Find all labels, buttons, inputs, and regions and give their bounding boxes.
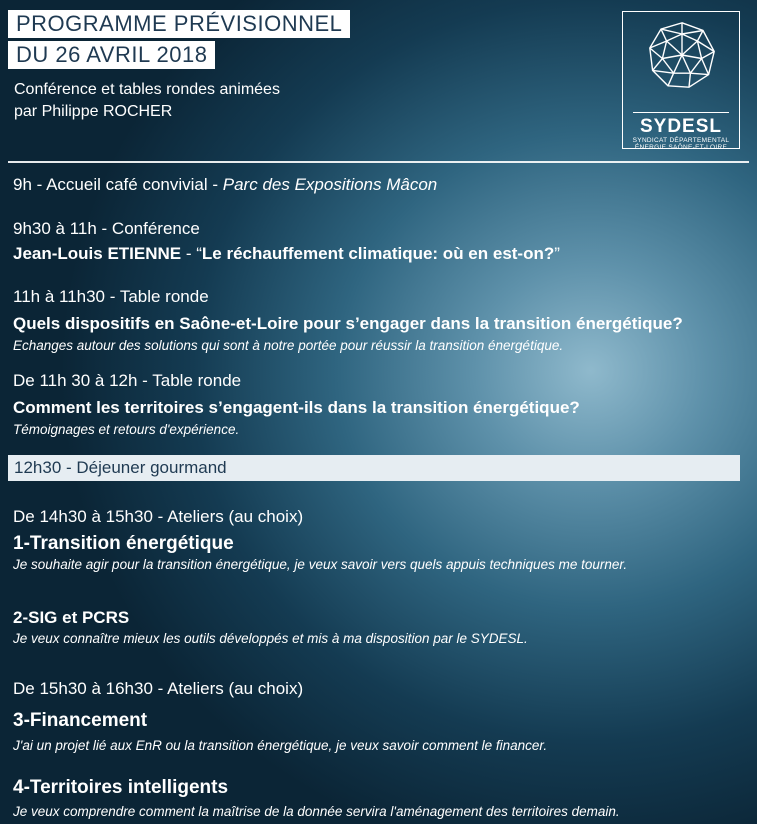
conference-separator: - “: [181, 244, 202, 263]
workshops2-time: De 15h30 à 16h30 - Ateliers (au choix): [13, 679, 304, 698]
header-divider: [8, 161, 749, 163]
workshop3-title: 3-Financement: [13, 710, 148, 731]
geodesic-sphere-icon: [647, 20, 717, 90]
conference-row: [13, 243, 560, 265]
workshop4-title: 4-Territoires intelligents: [13, 777, 229, 798]
logo-divider: [633, 112, 729, 113]
conference-speaker: Jean-Louis ETIENNE: [13, 244, 182, 263]
workshop4-description: Je veux comprendre comment la maîtrise de la donnée servira l'aménagement des territoires demain.: [13, 804, 620, 819]
logo-subtitle-2: ÉNERGIE SAÔNE-ET-LOIRE: [634, 144, 728, 151]
round2-title: Comment les territoires s’engagent-ils dans la transition énergétique?: [13, 398, 580, 417]
subtitle-line-2: par Philippe ROCHER: [14, 103, 173, 120]
conference-title: Le réchauffement climatique: où en est-on?: [201, 244, 555, 263]
sydesl-logo: [622, 11, 740, 149]
conference-quote-close: ”: [554, 244, 560, 263]
round1-description: Echanges autour des solutions qui sont à notre portée pour réussir la transition énergétique.: [13, 338, 564, 353]
round2-time: De 11h 30 à 12h - Table ronde: [13, 371, 242, 390]
workshop1-description: Je souhaite agir pour la transition énergétique, je veux savoir vers quels appuis techniques me tourner.: [13, 557, 628, 572]
round2-description: Témoignages et retours d'expérience.: [13, 422, 240, 437]
welcome-place: Parc des Expositions Mâcon: [222, 175, 438, 194]
welcome-row: [13, 174, 437, 196]
welcome-time: 9h - Accueil café convivial -: [13, 175, 223, 194]
title-line-2: DU 26 AVRIL 2018: [8, 41, 215, 69]
logo-name: SYDESL: [639, 116, 723, 137]
logo-subtitle-1: SYNDICAT DÉPARTEMENTAL: [632, 137, 730, 144]
conference-time: 9h30 à 11h - Conférence: [13, 219, 200, 238]
title-line-1: PROGRAMME PRÉVISIONNEL: [8, 10, 350, 38]
workshop1-title: 1-Transition énergétique: [13, 533, 234, 554]
workshops1-time: De 14h30 à 15h30 - Ateliers (au choix): [13, 507, 304, 526]
round1-time: 11h à 11h30 - Table ronde: [13, 287, 209, 306]
workshop2-title: 2-SIG et PCRS: [13, 608, 130, 627]
workshop3-description: J'ai un projet lié aux EnR ou la transition énergétique, je veux savoir comment le financer.: [13, 738, 548, 753]
lunch-banner: 12h30 - Déjeuner gourmand: [8, 455, 740, 481]
workshop2-description: Je veux connaître mieux les outils développés et mis à ma disposition par le SYDESL.: [13, 631, 528, 646]
round1-title: Quels dispositifs en Saône-et-Loire pour s’engager dans la transition énergétique?: [13, 314, 683, 333]
subtitle-line-1: Conférence et tables rondes animées: [14, 81, 280, 98]
